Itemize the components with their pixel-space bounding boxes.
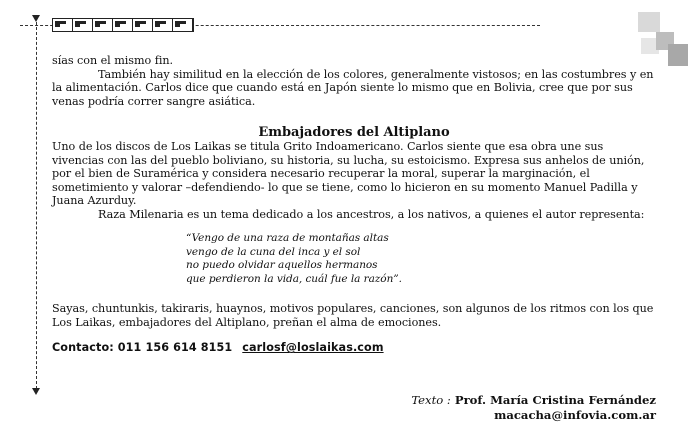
left-dashed-line xyxy=(36,17,37,389)
paragraph: Raza Milenaria es un tema dedicado a los ancestros, a los nativos, a quienes el autor representa: xyxy=(98,207,645,221)
arrow-down-icon xyxy=(32,388,40,395)
contact-email-link[interactable]: carlosf@loslaikas.com xyxy=(242,341,384,355)
arrow-down-icon xyxy=(32,15,40,22)
author-credit xyxy=(411,393,656,422)
contact-phone: Contacto: 011 156 614 8151 xyxy=(52,341,233,355)
author-label: Texto : xyxy=(411,393,451,407)
paragraph: sías con el mismo fin. xyxy=(52,54,174,67)
poem-line: “Vengo de una raza de montañas altas xyxy=(186,232,389,244)
poem-line: que perdieron la vida, cuál fue la razón”. xyxy=(186,272,402,285)
author-name: Prof. María Cristina Fernández xyxy=(454,393,656,407)
poem-line: vengo de la cuna del inca y el sol xyxy=(186,245,361,258)
author-email[interactable]: macacha@infovia.com.ar xyxy=(494,407,656,422)
poem-line: no puedo olvidar aquellos hermanos xyxy=(186,259,378,272)
section-heading: Embajadores del Altiplano xyxy=(258,125,450,140)
greek-key-border xyxy=(52,18,194,32)
paragraph: Uno de los discos de Los Laikas se titula Grito Indoamericano. Carlos siente que esa obra une sus vivencias con las del pueblo boliviano, su historia, su lucha, su estoicismo. Expresa sus anhelos de unión, por el bien de Suramérica y considera necesario recuperar la moral, superar la marginación, el sometimiento y valorar –defendiendo- lo que se tiene, como lo hicieron en su momento Manuel Padilla y Juana Azurduy. xyxy=(52,140,645,207)
article-body xyxy=(52,54,656,355)
poem-quote xyxy=(186,232,656,286)
contact-line xyxy=(52,341,656,355)
paragraph: Sayas, chuntunkis, takiraris, huaynos, motivos populares, canciones, son algunos de los ritmos con los que Los Laikas, embajadores del Altiplano, preñan el alma de emociones. xyxy=(52,302,654,329)
paragraph: También hay similitud en la elección de los colores, generalmente vistosos; en las costumbres y en la alimentación. Carlos dice que cuando está en Japón siente lo mismo que en Bolivia, cree que por sus venas podría correr sangre asiática. xyxy=(52,67,654,108)
